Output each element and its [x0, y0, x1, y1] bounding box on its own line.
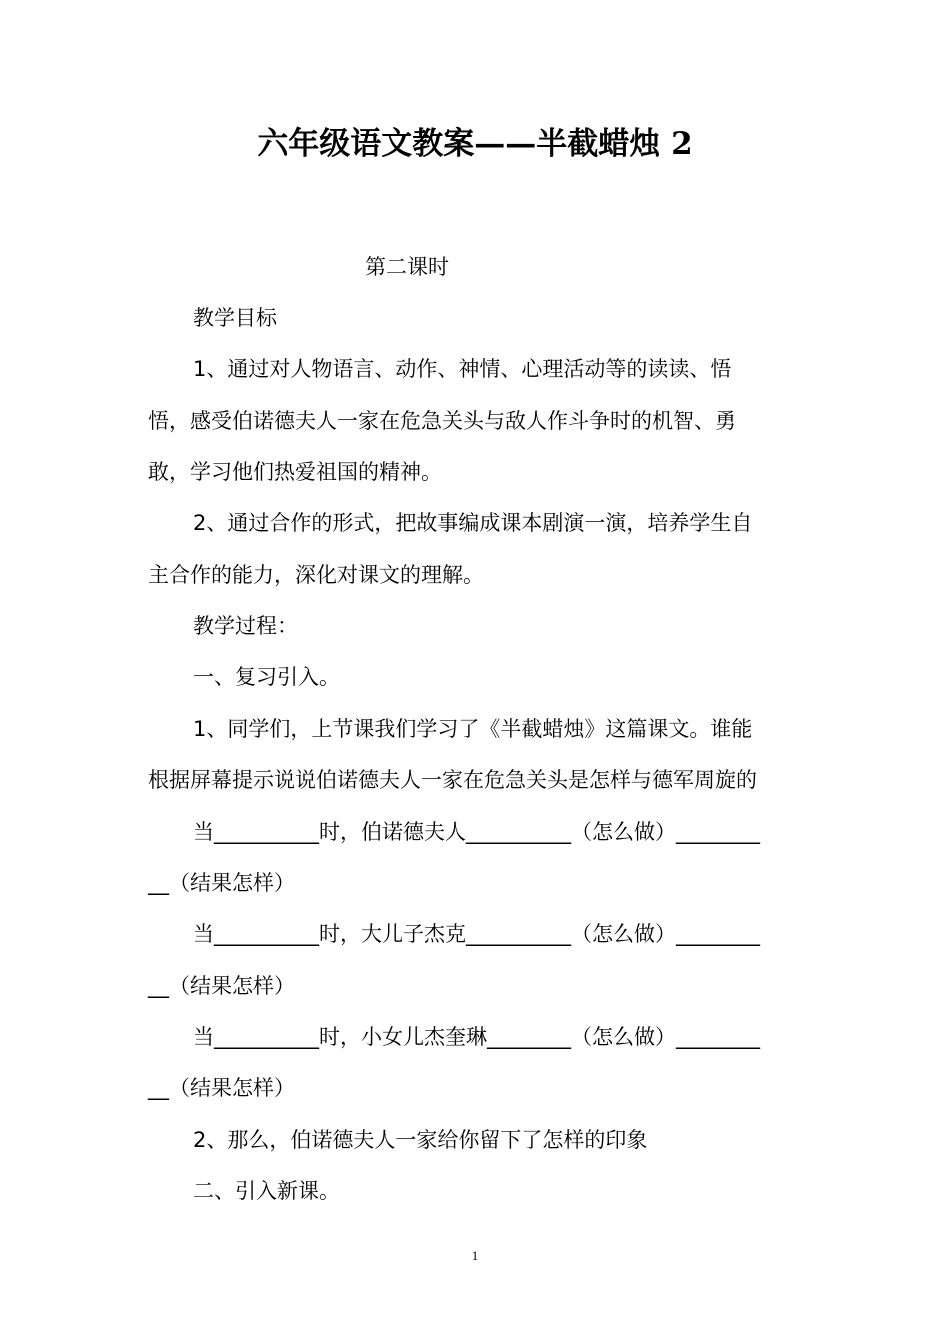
paragraph-line: 2、通过合作的形式，把故事编成课本剧演一演，培养学生自 [193, 511, 753, 535]
paragraph-line: 根据屏幕提示说说伯诺德夫人一家在危急关头是怎样与德军周旋的 [148, 768, 757, 792]
section-heading: 一、复习引入。 [193, 665, 340, 689]
paragraph-line: 教学目标 [193, 306, 277, 330]
page-number: 1 [471, 1248, 479, 1263]
paragraph-line: 主合作的能力，深化对课文的理解。 [148, 563, 484, 587]
paragraph-line: 敢，学习他们热爱祖国的精神。 [148, 460, 442, 484]
paragraph-line: 悟，感受伯诺德夫人一家在危急关头与敌人作斗争时的机智、勇 [148, 409, 736, 433]
fill-in-line: 当__________时，伯诺德夫人__________（怎么做）________ [193, 820, 760, 844]
fill-in-line: __（结果怎样） [148, 871, 295, 895]
paragraph-line: 2、那么，伯诺德夫人一家给你留下了怎样的印象 [193, 1128, 648, 1152]
paragraph-line: 1、通过对人物语言、动作、神情、心理活动等的读读、悟 [193, 357, 732, 381]
fill-in-line: __（结果怎样） [148, 1076, 295, 1100]
section-heading: 二、引入新课。 [193, 1179, 340, 1203]
fill-in-line: __（结果怎样） [148, 974, 295, 998]
paragraph-line: 教学过程： [193, 614, 298, 638]
paragraph-line: 1、同学们，上节课我们学习了《半截蜡烛》这篇课文。谁能 [193, 717, 753, 741]
document-title: 六年级语文教案——半截蜡烛 2 [257, 126, 693, 162]
fill-in-line: 当__________时，小女儿杰奎琳________（怎么做）________ [193, 1025, 760, 1049]
fill-in-line: 当__________时，大儿子杰克__________（怎么做）________ [193, 922, 760, 946]
lesson-period-heading: 第二课时 [365, 255, 449, 279]
